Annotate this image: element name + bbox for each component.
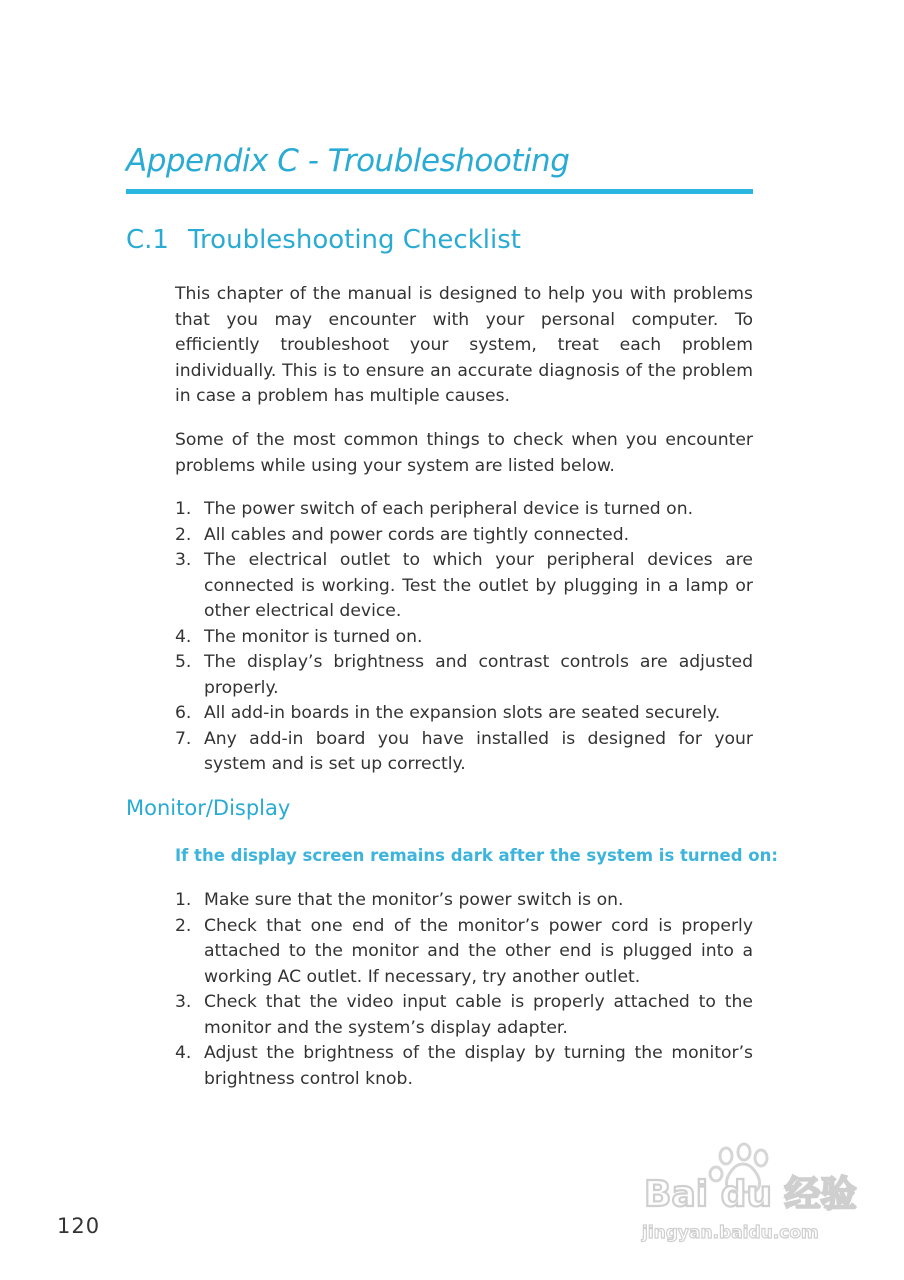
list-item-number: 1.	[175, 499, 192, 519]
monitor-display-heading: Monitor/Display	[126, 796, 291, 820]
list-item-number: 4.	[175, 1043, 192, 1063]
list-item-text: Check that the video input cable is properly attached to the monitor and the system’s display adapter.	[204, 992, 753, 1038]
list-item-text: The monitor is turned on.	[204, 626, 423, 647]
section-number: C.1	[126, 225, 169, 255]
intro-paragraph-1: This chapter of the manual is designed to help you with problems that you may encounter with your personal computer. To efficiently troubleshoot your system, treat each problem individually. This is to ensure an accurate diagnosis of the problem in case a problem has multiple causes.	[175, 284, 753, 406]
list-item	[175, 888, 753, 914]
intro-paragraph-2: Some of the most common things to check when you encounter problems while using your system are listed below.	[175, 430, 753, 476]
section-heading	[126, 225, 521, 255]
list-item-number: 3.	[175, 992, 192, 1012]
list-item-text: Check that one end of the monitor’s power cord is properly attached to the monitor and the other end is plugged into a working AC outlet. If necessary, try another outlet.	[204, 915, 753, 987]
list-item-text: All add-in boards in the expansion slots are seated securely.	[204, 703, 721, 723]
watermark-logo	[644, 1174, 857, 1215]
list-item-number: 4.	[175, 626, 192, 647]
list-item	[175, 727, 753, 778]
list-item-number: 2.	[175, 915, 192, 936]
list-item-text: Any add-in board you have installed is designed for your system and is set up correctly.	[204, 728, 753, 774]
list-item-number: 7.	[175, 728, 192, 749]
watermark-url: jingyan.baidu.com	[642, 1223, 819, 1243]
condition-heading: If the display screen remains dark after the system is turned on:	[175, 846, 778, 865]
list-item	[175, 650, 753, 701]
list-item	[175, 990, 753, 1041]
list-item-number: 5.	[175, 652, 192, 672]
list-item	[175, 625, 753, 651]
section-title: Troubleshooting Checklist	[188, 225, 521, 255]
list-item-text: All cables and power cords are tightly connected.	[204, 524, 630, 545]
page-title: Appendix C - Troubleshooting	[126, 143, 570, 179]
list-item	[175, 701, 753, 727]
svg-text:Bai du 经验: Bai du 经验	[644, 1174, 857, 1215]
list-item-text: Make sure that the monitor’s power switch is on.	[204, 890, 624, 910]
list-item-number: 6.	[175, 703, 192, 723]
list-item-number: 3.	[175, 550, 192, 570]
list-item	[175, 523, 753, 549]
list-item-text: Adjust the brightness of the display by turning the monitor’s brightness control knob.	[204, 1043, 753, 1089]
checklist	[175, 497, 753, 778]
page-number: 120	[57, 1214, 101, 1238]
list-item	[175, 548, 753, 625]
list-item-number: 1.	[175, 890, 192, 910]
list-item-number: 2.	[175, 524, 192, 545]
list-item-text: The electrical outlet to which your peripheral devices are connected is working. Test the outlet by plugging in a lamp or other electrical device.	[204, 550, 753, 621]
list-item	[175, 1041, 753, 1092]
title-divider	[126, 189, 753, 194]
baidu-jingyan-watermark	[640, 1140, 860, 1250]
list-item	[175, 497, 753, 523]
monitor-steps	[175, 888, 753, 1092]
list-item-text: The display’s brightness and contrast controls are adjusted properly.	[204, 652, 753, 698]
list-item-text: The power switch of each peripheral device is turned on.	[204, 499, 694, 519]
list-item	[175, 914, 753, 991]
